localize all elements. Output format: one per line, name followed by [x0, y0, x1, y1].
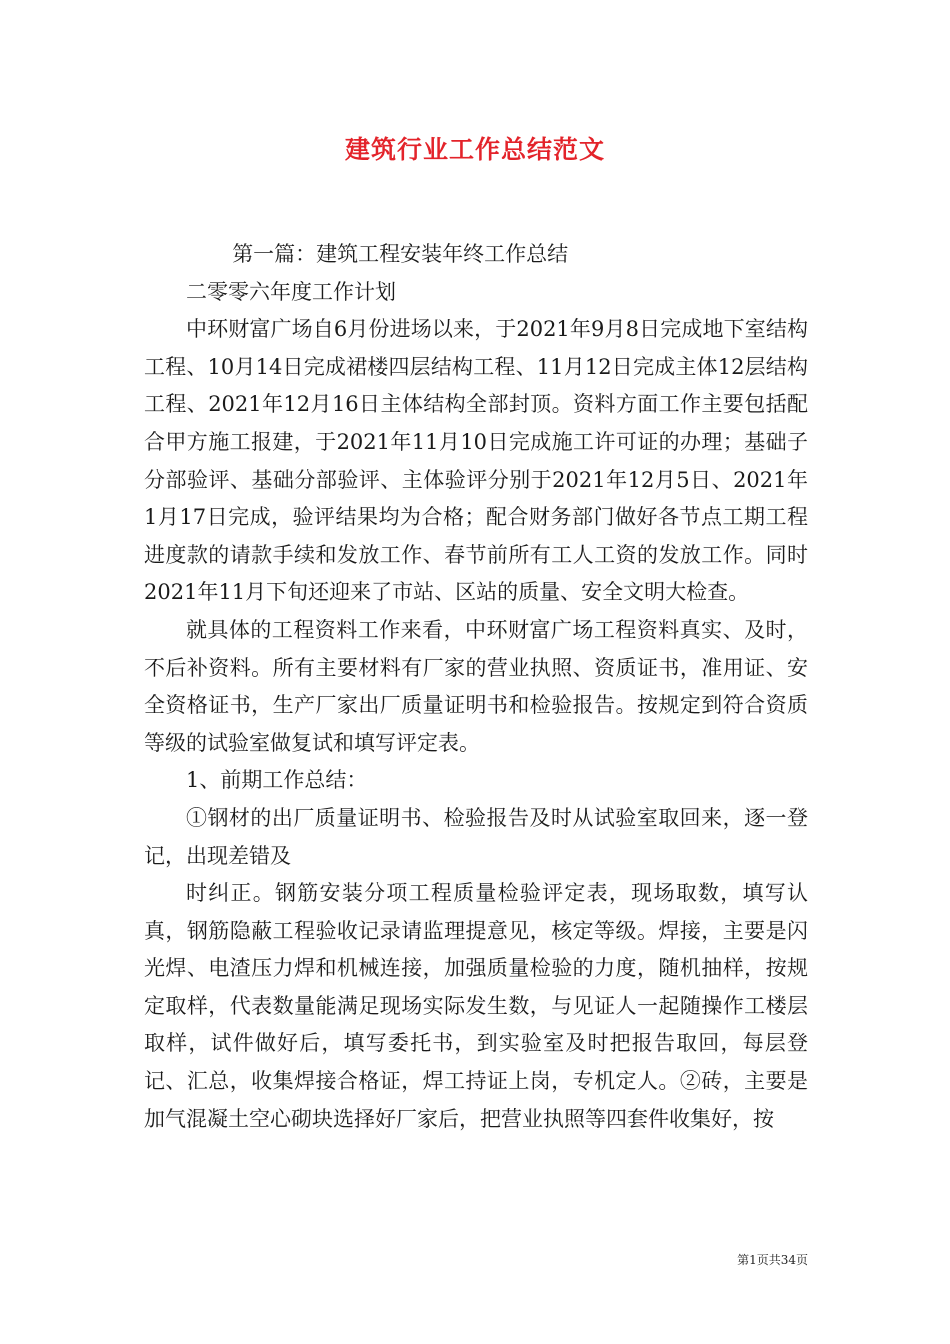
document-body	[144, 236, 808, 1138]
paragraph: 就具体的工程资料工作来看，中环财富广场工程资料真实、及时，不后补资料。所有主要材料有厂家的营业执照、资质证书，准用证、安全资格证书，生产厂家出厂质量证明书和检验报告。按规定到符合资质等级的试验室做复试和填写评定表。	[144, 617, 808, 755]
list-heading: 1、前期工作总结：	[186, 768, 368, 793]
paragraph: 中环财富广场自6月份进场以来，于2021年9月8日完成地下室结构工程、10月14日完成裙楼四层结构工程、11月12日完成主体12层结构工程、2021年12月16日主体结构全部封顶。资料方面工作主要包括配合甲方施工报建，于2021年11月10日完成施工许可证的办理；基础子分部验评、基础分部验评、主体验评分别于2021年12月5日、2021年1月17日完成，验评结果均为合格；配合财务部门做好各节点工期工程进度款的请款手续和发放工作、春节前所有工人工资的发放工作。同时2021年11月下旬还迎来了市站、区站的质量、安全文明大检查。	[144, 317, 808, 605]
paragraph: ①钢材的出厂质量证明书、检验报告及时从试验室取回来，逐一登记，出现差错及	[144, 805, 808, 868]
page-number: 第1页共34页	[737, 1253, 808, 1267]
document-title: 建筑行业工作总结范文	[344, 135, 605, 164]
section-heading: 第一篇：建筑工程安装年终工作总结	[232, 242, 569, 266]
paragraph: 时纠正。钢筋安装分项工程质量检验评定表，现场取数，填写认真，钢筋隐蔽工程验收记录请监理提意见，核定等级。焊接，主要是闪光焊、电渣压力焊和机械连接，加强质量检验的力度，随机抽样，按规定取样，代表数量能满足现场实际发生数，与见证人一起随操作工楼层取样，试件做好后，填写委托书，到实验室及时把报告取回，每层登记、汇总，收集焊接合格证，焊工持证上岗，专机定人。②砖，主要是加气混凝土空心砌块选择好厂家后，把营业执照等四套件收集好，按	[144, 881, 808, 1131]
subheading: 二零零六年度工作计划	[186, 279, 396, 304]
